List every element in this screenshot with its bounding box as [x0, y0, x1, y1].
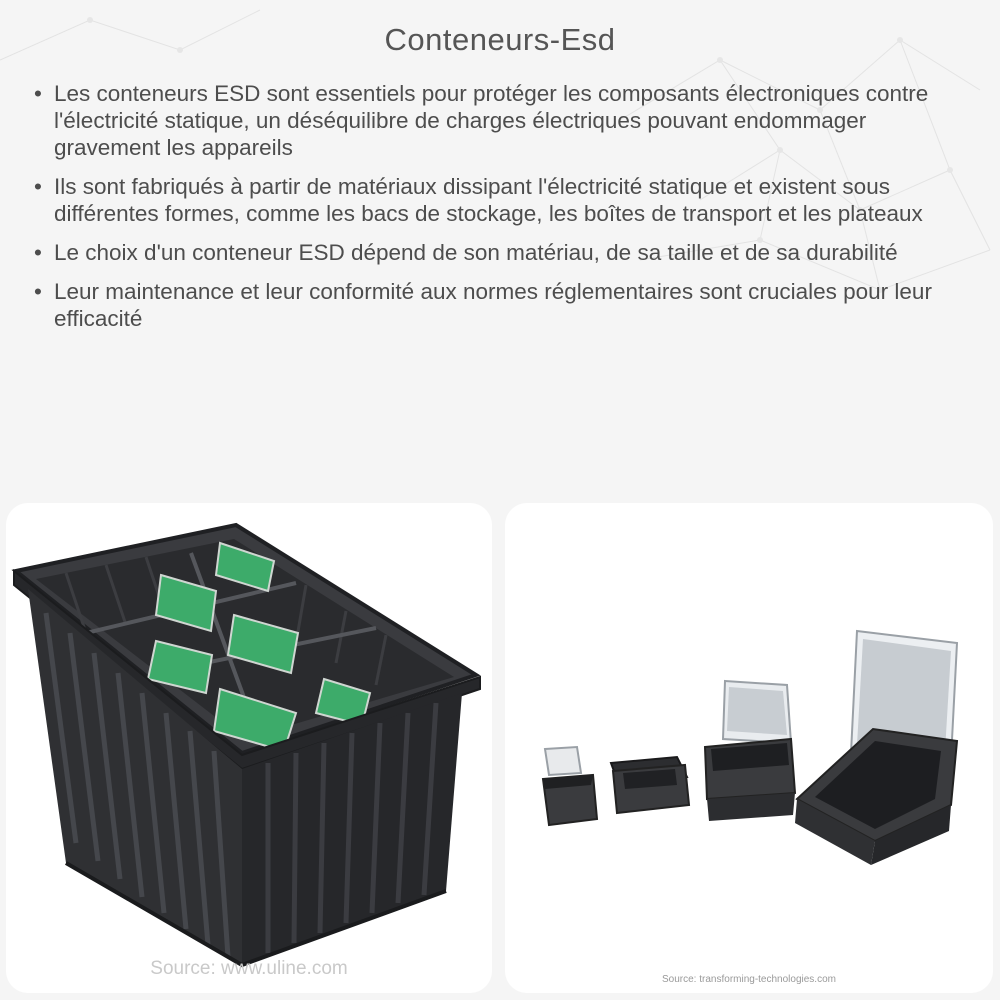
- bullet-item: [34, 173, 974, 227]
- bullet-marker: •: [34, 174, 42, 199]
- bullet-text: Ils sont fabriqués à partir de matériaux dissipant l'électricité statique et existent sous différentes formes, comme les bacs de stockage, les boîtes de transport et les plateaux: [54, 174, 923, 226]
- bullet-item: [34, 239, 974, 266]
- bullet-list: [34, 80, 974, 344]
- page-title: Conteneurs-Esd: [384, 22, 616, 57]
- bullet-marker: •: [34, 279, 42, 304]
- esd-boxes-illustration: [505, 503, 993, 993]
- esd-box-small: [543, 747, 597, 825]
- image-source-caption: Source: transforming-technologies.com: [662, 974, 836, 985]
- image-source-caption: Source: www.uline.com: [150, 958, 348, 979]
- esd-box-flat: [611, 757, 689, 813]
- esd-box-large: [795, 631, 957, 865]
- bullet-item: [34, 278, 974, 332]
- esd-bin-illustration: [6, 503, 492, 993]
- image-panel-esd-bin: [6, 503, 492, 993]
- bullet-marker: •: [34, 81, 42, 106]
- bullet-text: Leur maintenance et leur conformité aux normes réglementaires sont cruciales pour leur efficacité: [54, 279, 932, 331]
- bullet-text: Les conteneurs ESD sont essentiels pour protéger les composants électroniques contre l'électricité statique, un déséquilibre de charges électriques pouvant endommager gravement les appareils: [54, 81, 929, 160]
- bullet-marker: •: [34, 240, 42, 265]
- esd-box-medium: [705, 681, 795, 821]
- image-panel-esd-boxes: [505, 503, 993, 993]
- bullet-item: [34, 80, 974, 161]
- bullet-text: Le choix d'un conteneur ESD dépend de son matériau, de sa taille et de sa durabilité: [54, 240, 898, 265]
